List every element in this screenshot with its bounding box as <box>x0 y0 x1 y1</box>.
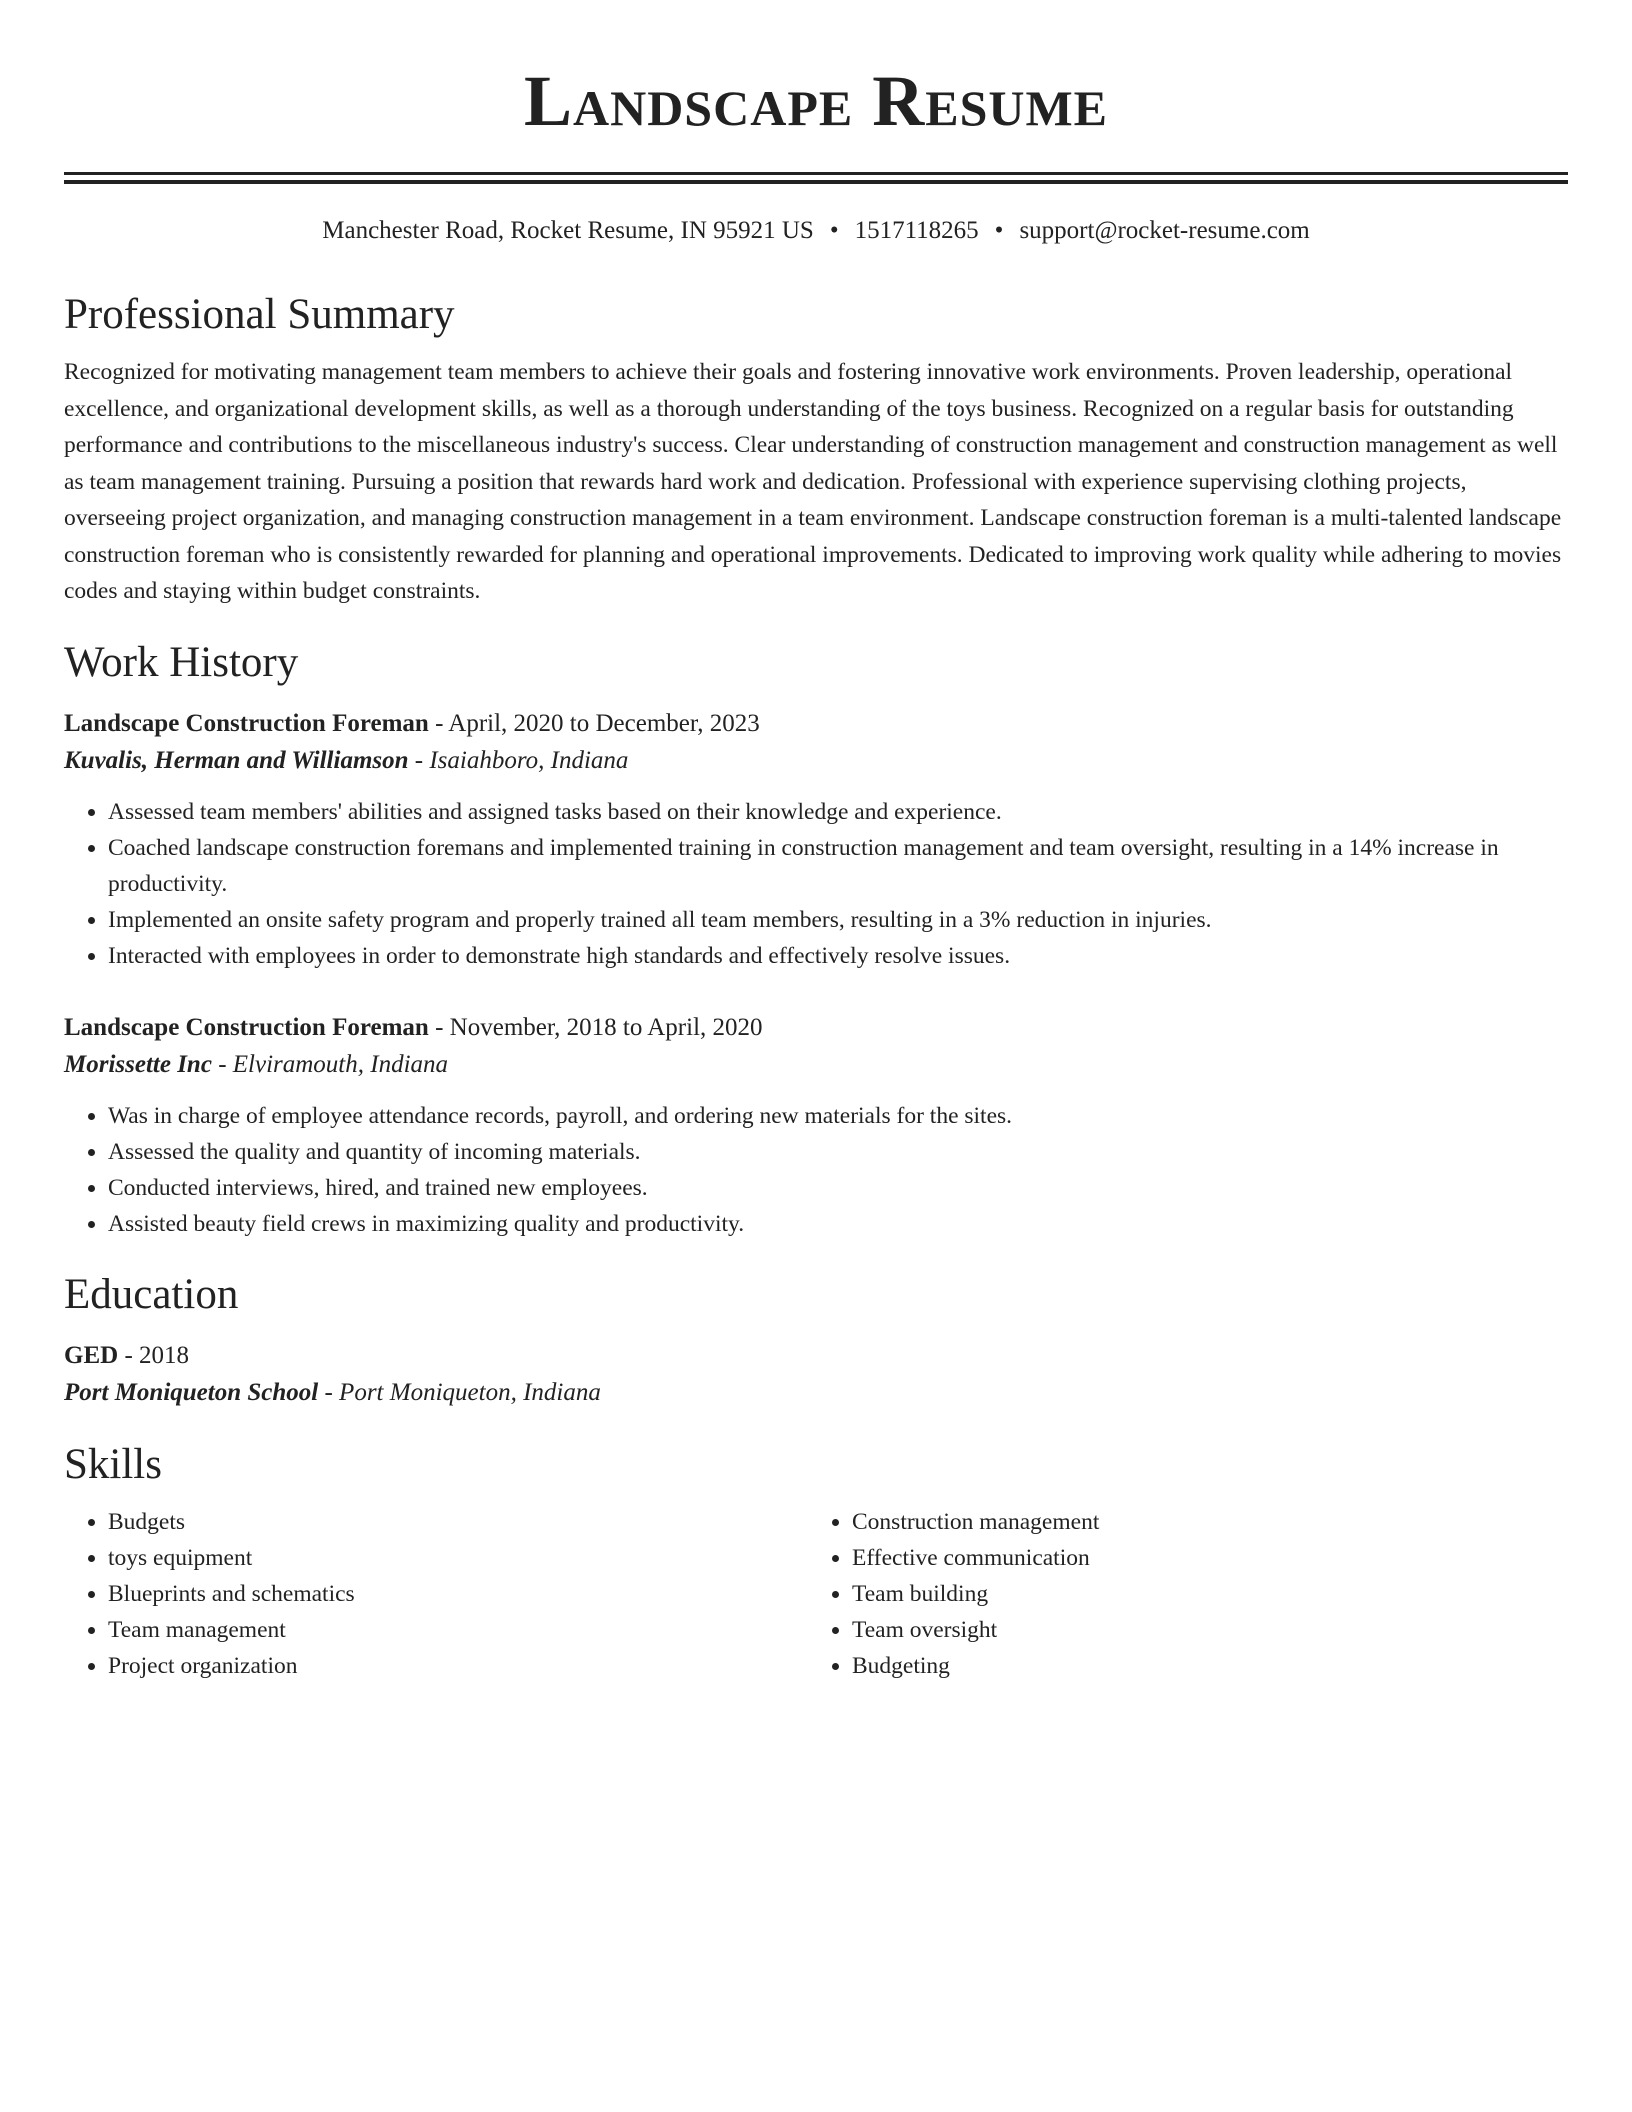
section-heading-summary: Professional Summary <box>64 291 455 338</box>
list-item: • Team oversight <box>852 1612 1552 1648</box>
list-item: • Blueprints and schematics <box>108 1576 808 1612</box>
education-degree-line <box>64 1338 1568 1374</box>
list-item: • Team building <box>852 1576 1552 1612</box>
job-bullet-list <box>64 794 1568 974</box>
list-item: • Interacted with employees in order to demonstrate high standards and effectively resolve issues. <box>108 938 1568 974</box>
job-entry <box>64 1010 1568 1242</box>
list-item: • Assisted beauty field crews in maximizing quality and productivity. <box>108 1206 1568 1242</box>
job-company-line <box>64 1046 1568 1084</box>
job-company: Morissette Inc <box>64 1050 212 1078</box>
skills-list-left <box>64 1504 808 1684</box>
education-year: - 2018 <box>118 1341 190 1369</box>
job-entry <box>64 706 1568 974</box>
contact-address: Manchester Road, Rocket Resume, IN 95921 US <box>322 217 814 244</box>
summary-paragraph: Recognized for motivating management team members to achieve their goals and fostering innovative work environments. Proven leadership, operational excellence, and organizational development skills, as well as a thorough understanding of the toys business. Recognized on a regular basis for outstanding performance and contributions to the miscellaneous industry's success. Clear understanding of construction management and construction management as well as team management training. Pursuing a position that rewards hard work and dedication. Professional with experience supervising clothing projects, overseeing project organization, and managing construction management in a team environment. Landscape construction foreman is a multi-talented landscape construction foreman who is consistently rewarded for planning and operational improvements. Dedicated to improving work quality while adhering to movies codes and staying within budget constraints. <box>64 359 1562 604</box>
education-location: - Port Moniqueton, Indiana <box>318 1378 601 1406</box>
contact-separator: • <box>829 217 839 244</box>
resume-name: Landscape Resume <box>523 61 1109 141</box>
job-title: Landscape Construction Foreman <box>64 709 429 737</box>
skills-grid <box>64 1504 1568 1684</box>
list-item: • Team management <box>108 1612 808 1648</box>
job-title: Landscape Construction Foreman <box>64 1013 429 1041</box>
section-heading-work-history: Work History <box>64 638 299 686</box>
list-item: • Project organization <box>108 1648 808 1684</box>
job-dates: - April, 2020 to December, 2023 <box>428 709 760 737</box>
job-location: - Isaiahboro, Indiana <box>408 746 629 774</box>
list-item: • Effective communication <box>852 1540 1552 1576</box>
job-company: Kuvalis, Herman and Williamson <box>64 746 409 774</box>
job-bullet-list <box>64 1098 1568 1242</box>
education-school-line <box>64 1374 1568 1412</box>
list-item: • Coached landscape construction foremans and implemented training in construction management and team oversight, resulting in a 14% increase in productivity. <box>108 830 1568 902</box>
education-entry <box>64 1338 1568 1412</box>
header-double-rule <box>64 172 1568 184</box>
contact-separator: • <box>994 217 1004 244</box>
job-location: - Elviramouth, Indiana <box>211 1050 449 1078</box>
contact-phone: 1517118265 <box>854 217 979 244</box>
education-school: Port Moniqueton School <box>64 1378 319 1406</box>
job-title-line <box>64 1010 1568 1046</box>
list-item: • Budgeting <box>852 1648 1552 1684</box>
contact-email: support@rocket-resume.com <box>1019 217 1310 244</box>
list-item: • Was in charge of employee attendance records, payroll, and ordering new materials for the sites. <box>108 1098 1568 1134</box>
job-dates: - November, 2018 to April, 2020 <box>428 1013 763 1041</box>
job-title-line <box>64 706 1568 742</box>
list-item: • Budgets <box>108 1504 808 1540</box>
list-item: • Construction management <box>852 1504 1552 1540</box>
section-heading-education: Education <box>64 1270 239 1318</box>
contact-line <box>64 214 1568 248</box>
list-item: • Conducted interviews, hired, and trained new employees. <box>108 1170 1568 1206</box>
list-item: • Assessed team members' abilities and assigned tasks based on their knowledge and experience. <box>108 794 1568 830</box>
skills-list-right <box>808 1504 1552 1684</box>
list-item: • Implemented an onsite safety program and properly trained all team members, resulting in a 3% reduction in injuries. <box>108 902 1568 938</box>
list-item: • toys equipment <box>108 1540 808 1576</box>
job-company-line <box>64 742 1568 780</box>
section-heading-skills: Skills <box>64 1440 162 1488</box>
education-degree: GED <box>64 1341 119 1369</box>
list-item: • Assessed the quality and quantity of incoming materials. <box>108 1134 1568 1170</box>
